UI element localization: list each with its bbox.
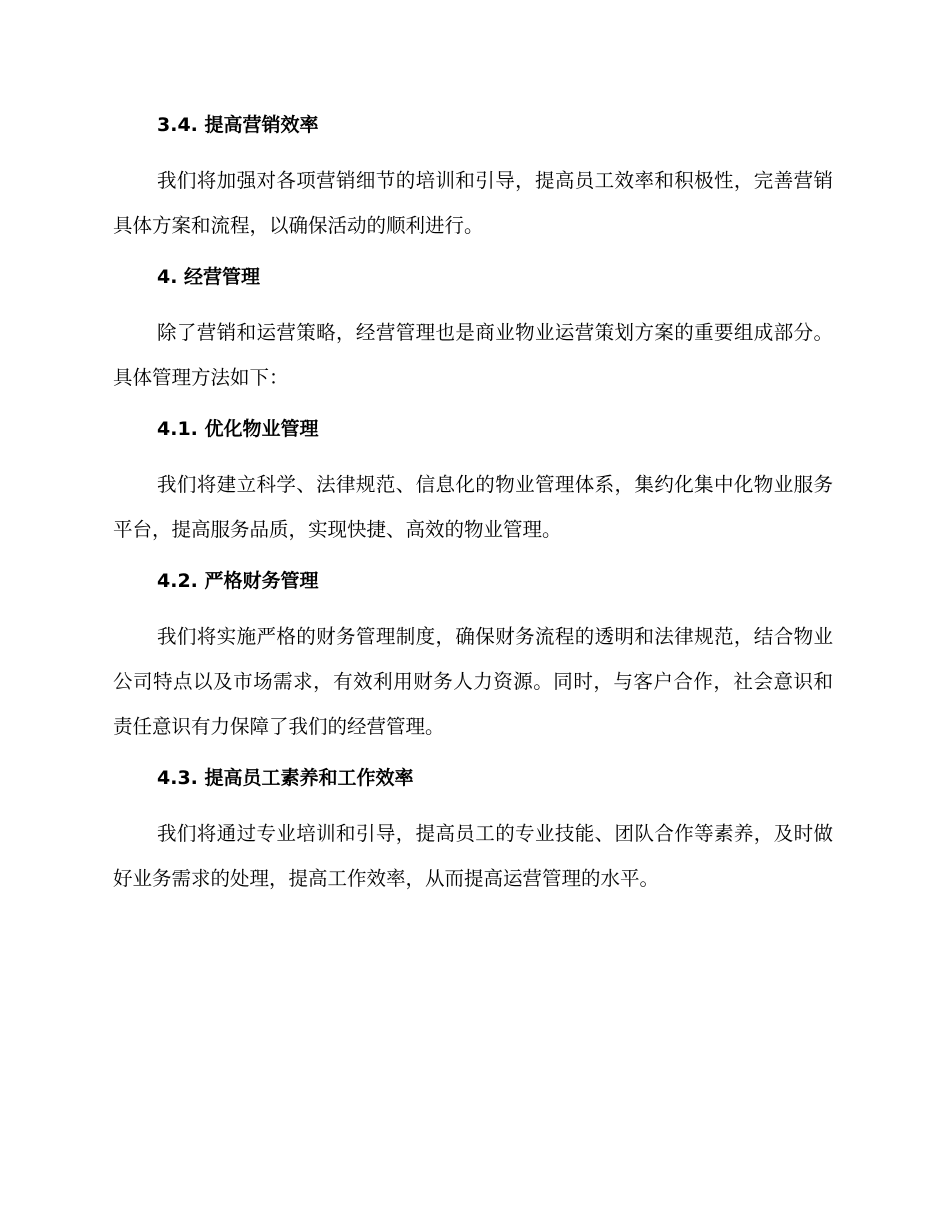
section-heading-4-3: 4.3. 提高员工素养和工作效率 <box>157 767 414 789</box>
section-body-3-4: 我们将加强对各项营销细节的培训和引导，提高员工效率和积极性，完善营销具体方案和流程，以确保活动的顺利进行。 <box>113 169 833 237</box>
section-heading-3-4: 3.4. 提高营销效率 <box>157 114 319 136</box>
section-body-4: 除了营销和运营策略，经营管理也是商业物业运营策划方案的重要组成部分。具体管理方法如下： <box>113 321 833 389</box>
section-body-4-3: 我们将通过专业培训和引导，提高员工的专业技能、团队合作等素养，及时做好业务需求的处理，提高工作效率，从而提高运营管理的水平。 <box>113 822 833 890</box>
section-body-4-2: 我们将实施严格的财务管理制度，确保财务流程的透明和法律规范，结合物业公司特点以及市场需求，有效利用财务人力资源。同时，与客户合作，社会意识和责任意识有力保障了我们的经营管理。 <box>113 625 833 738</box>
section-heading-4: 4. 经营管理 <box>157 266 261 288</box>
document-page <box>113 110 833 901</box>
section-body-4-1: 我们将建立科学、法律规范、信息化的物业管理体系，集约化集中化物业服务平台，提高服务品质，实现快捷、高效的物业管理。 <box>113 473 833 541</box>
section-heading-4-1: 4.1. 优化物业管理 <box>157 418 319 440</box>
section-heading-4-2: 4.2. 严格财务管理 <box>157 570 319 592</box>
